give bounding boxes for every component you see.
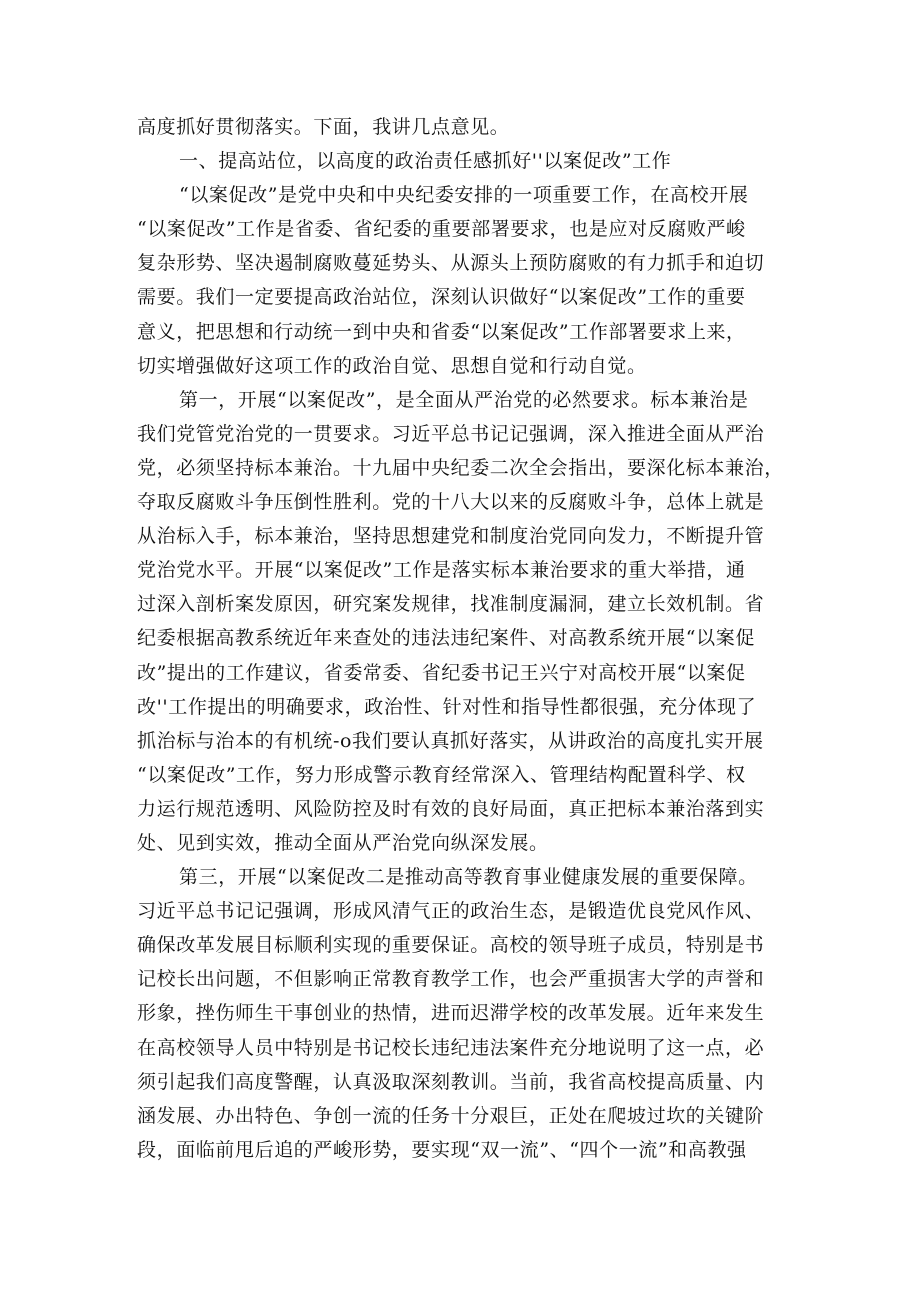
text-line: 我们党管党治党的一贯要求。习近平总书记记强调，深入推进全面从严治 [137, 422, 765, 445]
text-line: 记校长出问题，不但影响正常教育教学工作，也会严重损害大学的声誉和 [137, 968, 765, 991]
text-line: “以案促改”工作是省委、省纪委的重要部署要求，也是应对反腐败严峻 [137, 218, 746, 241]
text-line: 习近平总书记记强调，形成风清气正的政治生态，是锻造优良党风作风、 [137, 900, 765, 923]
text-line: 纪委根据高教系统近年来查处的违法违纪案件、对高教系统开展“以案促 [137, 627, 755, 650]
text-line: 力运行规范透明、风险防控及时有效的良好局面，真正把标本兼治落到实 [137, 797, 765, 820]
text-line: 切实增强做好这项工作的政治自觉、思想自觉和行动自觉。 [137, 354, 647, 377]
text-line: 处、见到实效，推动全面从严治党向纵深发展。 [137, 831, 549, 854]
text-line: 党治党水平。开展“以案促改”工作是落实标本兼治要求的重大举措，通 [137, 559, 746, 582]
text-line: “以案促改”是党中央和中央纪委安排的一项重要工作，在高校开展 [179, 184, 749, 207]
text-line: 复杂形势、坚决遏制腐败蔓延势头、从源头上预防腐败的有力抓手和迫切 [137, 252, 765, 275]
text-line: 抓治标与治本的有机统-o我们要认真抓好落实，从讲政治的高度扎实开展 [137, 729, 764, 752]
text-line: 改”提出的工作建议，省委常委、省纪委书记王兴宁对高校开展“以案促 [137, 661, 746, 684]
text-line: 过深入剖析案发原因，研究案发规律，找准制度漏洞，建立长效机制。省 [137, 593, 765, 616]
text-line: 在高校领导人员中特别是书记校长违纪违法案件充分地说明了这一点，必 [137, 1036, 765, 1059]
text-line: “以案促改”工作，努力形成警示教育经常深入、管理结构配置科学、权 [137, 763, 746, 786]
text-line: 夺取反腐败斗争压倒性胜利。党的十八大以来的反腐败斗争，总体上就是 [137, 491, 765, 514]
text-line: 第一，开展“以案促改”，是全面从严治党的必然要求。标本兼治是 [179, 388, 749, 411]
text-line: 涵发展、办出特色、争创一流的任务十分艰巨，正处在爬坡过坎的关键阶 [137, 1104, 765, 1127]
text-line: 高度抓好贯彻落实。下面，我讲几点意见。 [137, 116, 510, 138]
text-line: 形象，挫伤师生干事创业的热情，进而迟滞学校的改革发展。近年来发生 [137, 1002, 765, 1025]
text-line: 确保改革发展目标顺利实现的重要保证。高校的领导班子成员，特别是书 [137, 934, 765, 957]
text-line: 段，面临前甩后追的严峻形势，要实现“双一流”、“四个一流”和高教强 [137, 1138, 747, 1161]
text-line: 第三，开展“以案促改二是推动高等教育事业健康发展的重要保障。 [179, 866, 758, 889]
text-line: 需要。我们一定要提高政治站位，深刻认识做好“以案促改”工作的重要 [137, 286, 746, 309]
text-line: 改''工作提出的明确要求，政治性、针对性和指导性都很强，充分体现了 [137, 695, 757, 718]
document-body [137, 110, 788, 1167]
text-line: 党，必须坚持标本兼治。十九届中央纪委二次全会指出，要深化标本兼治， [137, 456, 784, 479]
text-line: 意义，把思想和行动统一到中央和省委“以案促改”工作部署要求上来， [137, 320, 746, 343]
text-line: 须引起我们高度警醒，认真汲取深刻教训。当前，我省高校提高质量、内 [137, 1070, 765, 1093]
section-heading: 一、提高站位，以高度的政治责任感抓好''以案促改”工作 [179, 150, 672, 173]
text-line: 从治标入手，标本兼治，坚持思想建党和制度治党同向发力，不断提升管 [137, 525, 765, 548]
